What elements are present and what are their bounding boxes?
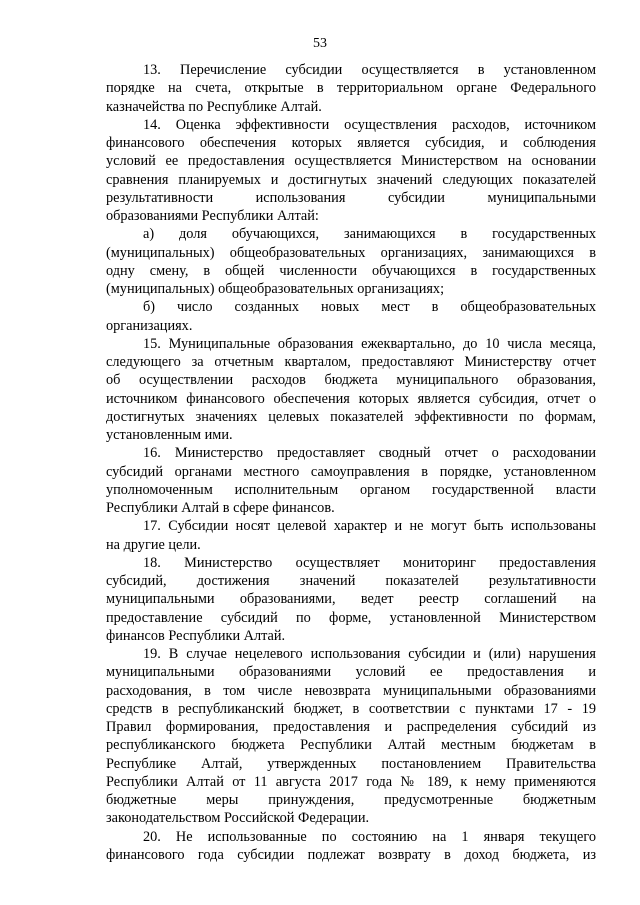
text-line: расходования, в том числе невозврата муниципальными образованиями bbox=[106, 682, 596, 699]
paragraph-p13 bbox=[106, 61, 596, 116]
text-line: 16. Министерство предоставляет сводный отчет о расходовании bbox=[143, 445, 596, 462]
text-line: уполномоченным исполнительным органом государственной власти bbox=[106, 481, 596, 498]
text-line: финансового года субсидии подлежат возврату в доход бюджета, из bbox=[106, 846, 596, 863]
text-line: образованиями Республики Алтай: bbox=[106, 208, 319, 224]
text-line: 14. Оценка эффективности осуществления расходов, источником bbox=[143, 116, 596, 133]
text-line: сравнения планируемых и достигнутых значений следующих показателей bbox=[106, 171, 596, 188]
text-line: следующего за отчетным кварталом, предоставляют Министерству отчет bbox=[106, 354, 596, 370]
text-line: бюджетные меры принуждения, предусмотренные бюджетным bbox=[106, 792, 596, 808]
text-line: Правил формирования, предоставления и распределения субсидий из bbox=[106, 719, 596, 735]
text-line: 19. В случае нецелевого использования субсидии и (или) нарушения bbox=[143, 646, 596, 662]
text-line: б) число созданных новых мест в общеобразовательных bbox=[143, 299, 596, 316]
text-line: установленным ими. bbox=[106, 427, 233, 443]
text-line: порядке на счета, открытые в территориальном органе Федерального bbox=[106, 80, 596, 97]
text-line: Республики Алтай в сфере финансов. bbox=[106, 500, 335, 516]
text-line: одну смену, в общей численности обучающихся в государственных bbox=[106, 262, 596, 279]
paragraph-p15 bbox=[106, 335, 596, 445]
paragraph-p14b bbox=[106, 298, 596, 335]
paragraph-p19 bbox=[106, 645, 596, 828]
text-line: республиканского бюджета Республики Алтай местным бюджетам в bbox=[106, 737, 596, 754]
paragraph-p14a bbox=[106, 225, 596, 298]
text-line: законодательством Российской Федерации. bbox=[106, 810, 370, 827]
text-line: (муниципальных) общеобразовательных организациях, занимающихся в bbox=[106, 244, 596, 261]
text-line: 13. Перечисление субсидии осуществляется в установленном bbox=[143, 62, 596, 78]
document-body bbox=[106, 61, 596, 864]
text-line: организациях. bbox=[106, 317, 193, 334]
text-line: 18. Министерство осуществляет мониторинг предоставления bbox=[143, 554, 596, 571]
paragraph-p18 bbox=[106, 554, 596, 645]
text-line: об осуществлении расходов бюджета муниципального образования, bbox=[106, 372, 596, 389]
text-line: казначейства по Республике Алтай. bbox=[106, 98, 322, 115]
text-line: (муниципальных) общеобразовательных организациях; bbox=[106, 281, 445, 297]
text-line: субсидий органами местного самоуправления в порядке, установленном bbox=[106, 463, 596, 480]
text-line: 20. Не использованные по состоянию на 1 января текущего bbox=[143, 828, 596, 845]
text-line: муниципальными образованиями, ведет реестр соглашений на bbox=[106, 591, 596, 608]
text-line: муниципальными образованиями условий ее предоставления и bbox=[106, 664, 596, 681]
text-line: 17. Субсидии носят целевой характер и не могут быть использованы bbox=[143, 518, 596, 535]
paragraph-p17 bbox=[106, 517, 596, 554]
text-line: финансового обеспечения которых является субсидия, и соблюдения bbox=[106, 135, 596, 151]
text-line: 15. Муниципальные образования ежеквартально, до 10 числа месяца, bbox=[143, 335, 596, 352]
text-line: условий ее предоставления осуществляется Министерством на основании bbox=[106, 153, 596, 170]
page-number: 53 bbox=[313, 36, 327, 51]
text-line: источником финансового обеспечения которых является субсидия, отчет о bbox=[106, 390, 596, 407]
text-line: а) доля обучающихся, занимающихся в государственных bbox=[143, 226, 596, 243]
text-line: Республике Алтай, утвержденных постановлением Правительства bbox=[106, 755, 596, 772]
paragraph-p20 bbox=[106, 828, 596, 865]
text-line: предоставление субсидий по форме, установленной Министерством bbox=[106, 609, 596, 626]
paragraph-p14 bbox=[106, 116, 596, 226]
text-line: Республики Алтай от 11 августа 2017 года № 189, к нему применяются bbox=[106, 773, 596, 790]
text-line: на другие цели. bbox=[106, 536, 201, 553]
text-line: субсидий, достижения значений показателей результативности bbox=[106, 573, 596, 589]
paragraph-p16 bbox=[106, 444, 596, 517]
text-line: финансов Республики Алтай. bbox=[106, 627, 286, 644]
text-line: результативности использования субсидии муниципальными bbox=[106, 189, 596, 206]
text-line: средств в республиканский бюджет, в соответствии с пунктами 17 - 19 bbox=[106, 700, 596, 717]
text-line: достигнутых значениях целевых показателей эффективности по формам, bbox=[106, 408, 596, 425]
